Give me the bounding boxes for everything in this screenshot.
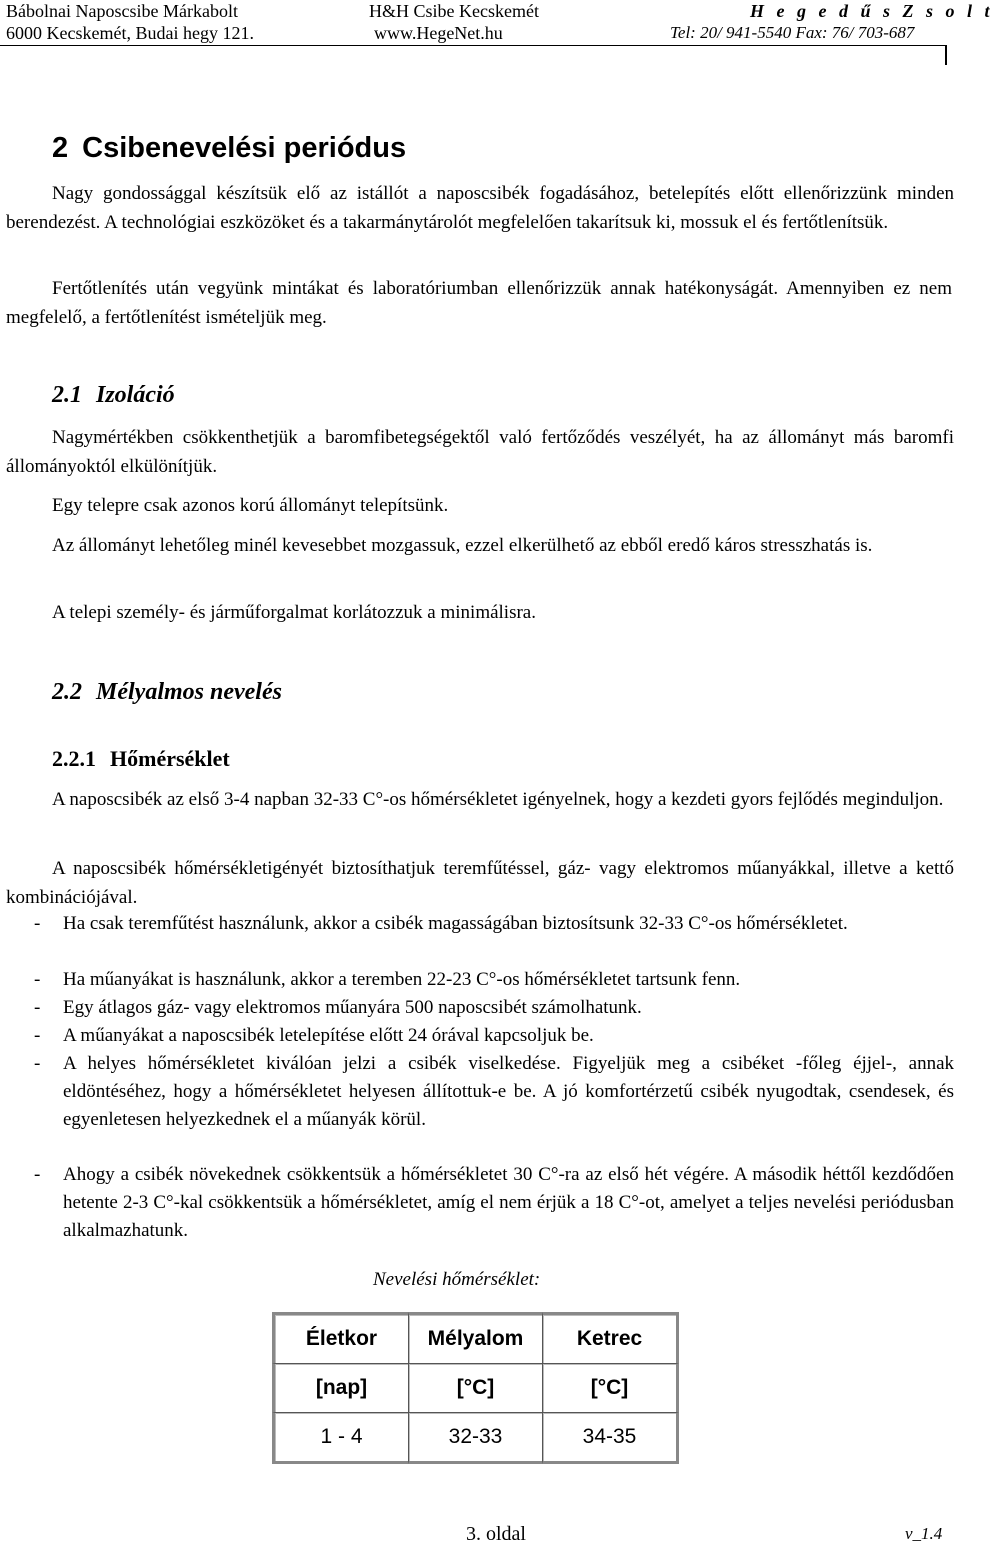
subsection-number: 2.2 <box>52 679 82 705</box>
table-cell: 34-35 <box>543 1413 679 1464</box>
list-bullet: - <box>34 1053 41 1074</box>
isolation-paragraph-4: A telepi személy- és járműforgalmat korlátozzuk a minimálisra. <box>52 602 536 623</box>
table-cell: 32-33 <box>409 1413 543 1464</box>
header-shop-name: Bábolnai Naposcsibe Márkabolt <box>6 1 238 21</box>
list-item <box>34 910 954 966</box>
table-header-cell: Ketrec <box>543 1312 679 1364</box>
list-item <box>34 1050 954 1162</box>
table-unit-cell: [°C] <box>543 1364 679 1413</box>
list-bullet: - <box>34 1025 41 1046</box>
table-header-cell: Életkor <box>272 1312 409 1364</box>
list-item <box>34 1022 954 1050</box>
header-person-name: H e g e d ű s Z s o l t <box>750 1 994 21</box>
list-bullet: - <box>34 913 41 934</box>
table-cell: 1 - 4 <box>272 1413 409 1464</box>
header-shop-address: 6000 Kecskemét, Budai hegy 121. <box>6 23 254 43</box>
list-item <box>34 1161 954 1246</box>
isolation-paragraph-1: Nagymértékben csökkenthetjük a baromfibetegségektől való fertőződés veszélyét, ha az állományt más baromfi állományoktól elkülönítjük. <box>6 427 954 477</box>
temperature-paragraph-1: A naposcsibék az első 3-4 napban 32-33 C°-os hőmérsékletet igényelnek, hogy a kezdeti gyors fejlődés meginduljon. <box>52 789 944 810</box>
intro-paragraph-2: Fertőtlenítés után vegyünk mintákat és laboratóriumban ellenőrizzük annak hatékonyságát. Amennyiben ez nem megfelelő, a fertőtlenítést ismételjük meg. <box>6 278 952 328</box>
section-title: Csibenevelési periódus <box>82 132 407 164</box>
subsubsection-title: Hőmérséklet <box>110 746 230 771</box>
list-bullet: - <box>34 997 41 1018</box>
header-contact-numbers: Tel: 20/ 941-5540 Fax: 76/ 703-687 <box>670 23 915 42</box>
list-item-text: Ha műanyákat is használunk, akkor a teremben 22-23 C°-os hőmérsékletet tartsunk fenn. <box>63 969 741 990</box>
table-unit-cell: [nap] <box>272 1364 409 1413</box>
list-bullet: - <box>34 1164 41 1185</box>
list-item-text: A műanyákat a naposcsibék letelepítése előtt 24 órával kapcsoljuk be. <box>63 1025 594 1046</box>
subsubsection-number: 2.2.1 <box>52 746 96 771</box>
header-company-name: H&H Csibe Kecskemét <box>369 1 539 21</box>
temperature-paragraph-2: A naposcsibék hőmérsékletigényét biztosíthatjuk teremfűtéssel, gáz- vagy elektromos műanyákkal, illetve a kettő kombinációjával. <box>6 858 954 908</box>
page-header <box>0 0 994 46</box>
table-units-row <box>272 1364 679 1413</box>
list-item-text: Ha csak teremfűtést használunk, akkor a csibék magasságában biztosítsunk 32-33 C°-os hőmérsékletet. <box>63 913 848 934</box>
section-heading <box>52 130 406 166</box>
header-rule-tick <box>945 45 947 65</box>
isolation-paragraph-2: Egy telepre csak azonos korú állományt telepítsünk. <box>52 495 449 516</box>
table-header-row <box>272 1312 679 1364</box>
section-number: 2 <box>52 132 69 164</box>
subsection-heading-isolation <box>52 380 175 410</box>
table-unit-cell: [°C] <box>409 1364 543 1413</box>
table-row <box>272 1413 679 1464</box>
header-website-link[interactable]: www.HegeNet.hu <box>374 23 503 43</box>
document-version: v_1.4 <box>905 1524 943 1543</box>
subsubsection-heading-temperature <box>52 745 230 773</box>
subsection-title: Mélyalmos nevelés <box>96 679 282 705</box>
temperature-table <box>272 1312 679 1464</box>
list-item-text: A helyes hőmérsékletet kiválóan jelzi a csibék viselkedése. Figyeljük meg a csibéket -főleg éjjel-, annak eldöntéséhez, hogy a hőmérsékletet helyesen állítottuk-e be. A jó komfortérzetű csibék nyugodtak, csendesek, és egyenletesen helyezkednek el a műanyák körül. <box>63 1053 954 1131</box>
subsection-number: 2.1 <box>52 382 82 408</box>
list-item <box>34 966 954 994</box>
table-header-cell: Mélyalom <box>409 1312 543 1364</box>
list-bullet: - <box>34 969 41 990</box>
list-item-text: Ahogy a csibék növekednek csökkentsük a hőmérsékletet 30 C°-ra az első hét végére. A második héttől kezdődően hetente 2-3 C°-kal csökkentsük a hőmérsékletet, amíg el nem érjük a 18 C°-ot, amelyet a teljes nevelési periódusban alkalmazhatunk. <box>63 1164 954 1242</box>
list-item-text: Egy átlagos gáz- vagy elektromos műanyára 500 naposcsibét számolhatunk. <box>63 997 642 1018</box>
table-caption: Nevelési hőmérséklet: <box>373 1269 541 1290</box>
list-item <box>34 994 954 1022</box>
header-rule <box>0 45 946 46</box>
page-number: 3. oldal <box>466 1523 526 1545</box>
intro-paragraph-1: Nagy gondossággal készítsük elő az istállót a naposcsibék fogadásához, betelepítés előtt ellenőrizzünk minden berendezést. A technológiai eszközöket és a takarmánytárolót megfelelően takarítsuk ki, mossuk el és fertőtlenítsük. <box>6 183 954 233</box>
subsection-heading-deep-litter <box>52 677 282 707</box>
subsection-title: Izoláció <box>96 382 175 408</box>
isolation-paragraph-3: Az állományt lehetőleg minél kevesebbet mozgassuk, ezzel elkerülhető az ebből eredő káros stresszhatás is. <box>52 535 873 556</box>
